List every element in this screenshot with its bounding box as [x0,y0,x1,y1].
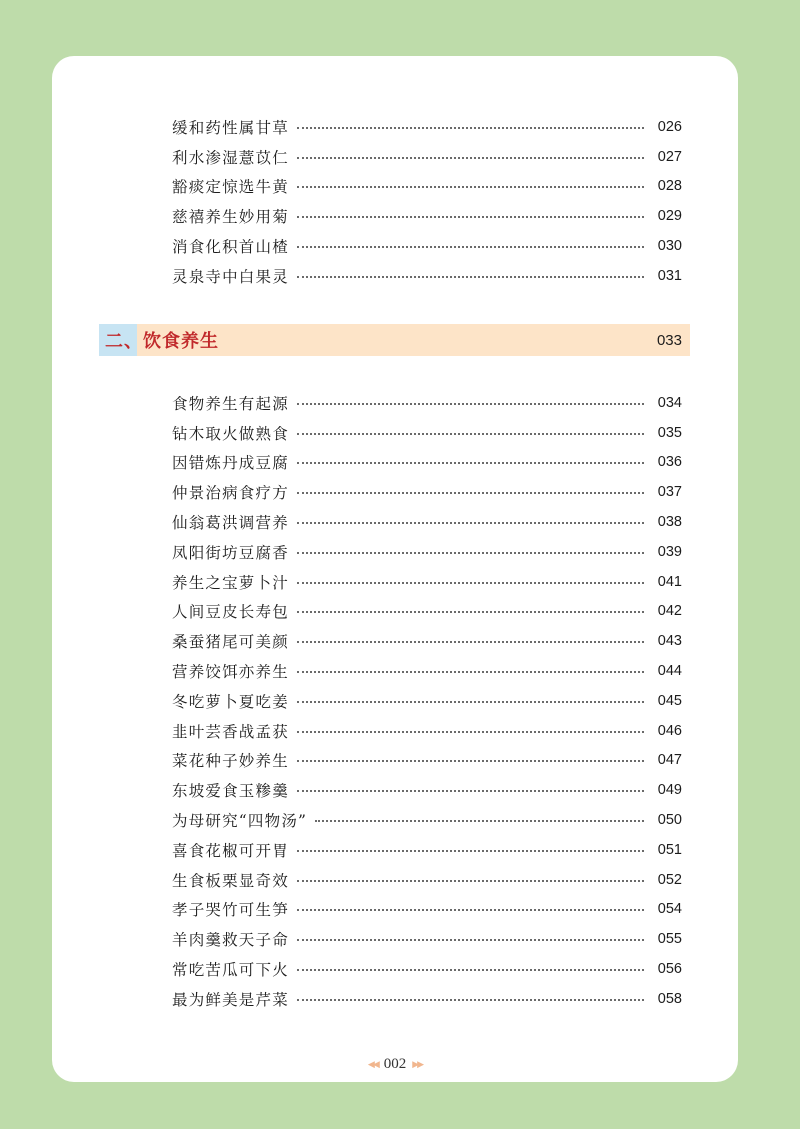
toc-dot-leader [297,127,644,129]
toc-entry-page: 041 [657,573,682,590]
toc-entry-page: 037 [657,484,682,501]
toc-entry-page: 046 [657,722,682,739]
toc-entry[interactable] [172,835,682,865]
footer-right-arrow-icon: ▶▶ [412,1059,423,1070]
toc-entry-page: 039 [657,543,682,560]
toc-entry-title: 菜花种子妙养生 [172,752,289,771]
toc-dot-leader [297,276,644,278]
toc-entry-title: 羊肉羹救天子命 [172,931,289,950]
toc-entry-page: 055 [657,931,682,948]
toc-entry[interactable] [172,805,682,835]
toc-entry-page: 042 [657,603,682,620]
toc-list-part1 [172,112,682,291]
section-page-number: 033 [656,331,682,349]
toc-list-part2 [172,388,682,1014]
toc-entry[interactable] [172,507,682,537]
section-header[interactable] [99,324,690,356]
toc-entry[interactable] [172,537,682,567]
toc-entry[interactable] [172,112,682,142]
toc-entry-page: 049 [657,782,682,799]
toc-entry-title: 常吃苦瓜可下火 [172,961,289,980]
toc-entry-page: 034 [657,394,682,411]
toc-entry-title: 韭叶芸香战孟获 [172,722,289,741]
toc-entry-page: 036 [657,454,682,471]
toc-entry[interactable] [172,597,682,627]
toc-dot-leader [297,969,644,971]
toc-entry-page: 038 [657,514,682,531]
toc-dot-leader [297,433,644,435]
toc-dot-leader [297,671,644,673]
toc-entry[interactable] [172,231,682,261]
toc-entry[interactable] [172,388,682,418]
toc-entry[interactable] [172,954,682,984]
toc-entry[interactable] [172,865,682,895]
toc-entry[interactable] [172,626,682,656]
toc-dot-leader [297,611,644,613]
toc-entry-page: 030 [657,238,682,255]
toc-entry-page: 029 [657,208,682,225]
toc-entry-title: 因错炼丹成豆腐 [172,454,289,473]
toc-entry-page: 026 [657,118,682,135]
toc-dot-leader [297,522,644,524]
toc-entry-page: 051 [657,841,682,858]
toc-entry[interactable] [172,172,682,202]
toc-entry-page: 054 [657,901,682,918]
toc-entry-title: 营养饺饵亦养生 [172,663,289,682]
toc-entry-title: 慈禧养生妙用菊 [172,208,289,227]
toc-entry[interactable] [172,895,682,925]
toc-entry[interactable] [172,418,682,448]
toc-dot-leader [297,999,644,1001]
toc-dot-leader [297,880,644,882]
toc-entry-page: 028 [657,178,682,195]
toc-entry-title: 豁痰定惊选牛黄 [172,178,289,197]
toc-dot-leader [297,909,644,911]
toc-entry-title: 钻木取火做熟食 [172,424,289,443]
toc-entry-title: 桑蚕猪尾可美颜 [172,633,289,652]
toc-entry-title: 东坡爱食玉糁羹 [172,782,289,801]
toc-entry-page: 045 [657,692,682,709]
toc-entry-title: 人间豆皮长寿包 [172,603,289,622]
toc-entry[interactable] [172,775,682,805]
toc-entry[interactable] [172,142,682,172]
toc-entry-title: 灵泉寺中白果灵 [172,267,289,286]
toc-entry-page: 035 [657,424,682,441]
toc-dot-leader [315,820,644,822]
toc-dot-leader [297,462,644,464]
toc-entry[interactable] [172,984,682,1014]
toc-entry-page: 052 [657,871,682,888]
toc-entry-title: 利水渗湿薏苡仁 [172,148,289,167]
toc-dot-leader [297,582,644,584]
toc-entry-title: 最为鲜美是芹菜 [172,990,289,1009]
footer-page-number: 002 [383,1056,407,1072]
toc-entry[interactable] [172,656,682,686]
toc-entry[interactable] [172,201,682,231]
toc-dot-leader [297,246,644,248]
toc-entry-title: 冬吃萝卜夏吃姜 [172,692,289,711]
toc-dot-leader [297,403,644,405]
toc-entry-title: 缓和药性属甘草 [172,118,289,137]
toc-dot-leader [297,552,644,554]
toc-entry-title: 凤阳街坊豆腐香 [172,543,289,562]
toc-entry[interactable] [172,924,682,954]
book-page [52,56,738,1082]
toc-entry-page: 031 [657,267,682,284]
toc-entry-page: 058 [657,990,682,1007]
toc-entry-page: 056 [657,961,682,978]
toc-entry-page: 050 [657,812,682,829]
footer-left-arrow-icon: ◀◀ [367,1059,378,1070]
toc-dot-leader [297,939,644,941]
toc-dot-leader [297,216,644,218]
toc-entry-page: 027 [657,148,682,165]
toc-dot-leader [297,641,644,643]
toc-entry-title: 为母研究“四物汤” [172,812,308,831]
toc-dot-leader [297,701,644,703]
toc-entry-title: 孝子哭竹可生笋 [172,901,289,920]
toc-dot-leader [297,790,644,792]
toc-dot-leader [297,157,644,159]
toc-entry[interactable] [172,686,682,716]
toc-entry-title: 生食板栗显奇效 [172,871,289,890]
section-title: 二、饮食养生 [105,331,219,352]
toc-entry-title: 仙翁葛洪调营养 [172,514,289,533]
toc-dot-leader [297,186,644,188]
toc-entry-title: 食物养生有起源 [172,394,289,413]
toc-entry-title: 消食化积首山楂 [172,238,289,257]
toc-dot-leader [297,492,644,494]
toc-entry-page: 043 [657,633,682,650]
page-footer [52,1056,738,1073]
toc-dot-leader [297,760,644,762]
toc-entry[interactable] [172,567,682,597]
toc-entry[interactable] [172,477,682,507]
toc-entry-title: 喜食花椒可开胃 [172,841,289,860]
toc-entry[interactable] [172,746,682,776]
toc-entry-page: 047 [657,752,682,769]
toc-entry[interactable] [172,448,682,478]
toc-entry-page: 044 [657,663,682,680]
toc-dot-leader [297,850,644,852]
toc-entry[interactable] [172,716,682,746]
toc-entry-title: 养生之宝萝卜汁 [172,573,289,592]
toc-entry[interactable] [172,261,682,291]
toc-dot-leader [297,731,644,733]
toc-entry-title: 仲景治病食疗方 [172,484,289,503]
